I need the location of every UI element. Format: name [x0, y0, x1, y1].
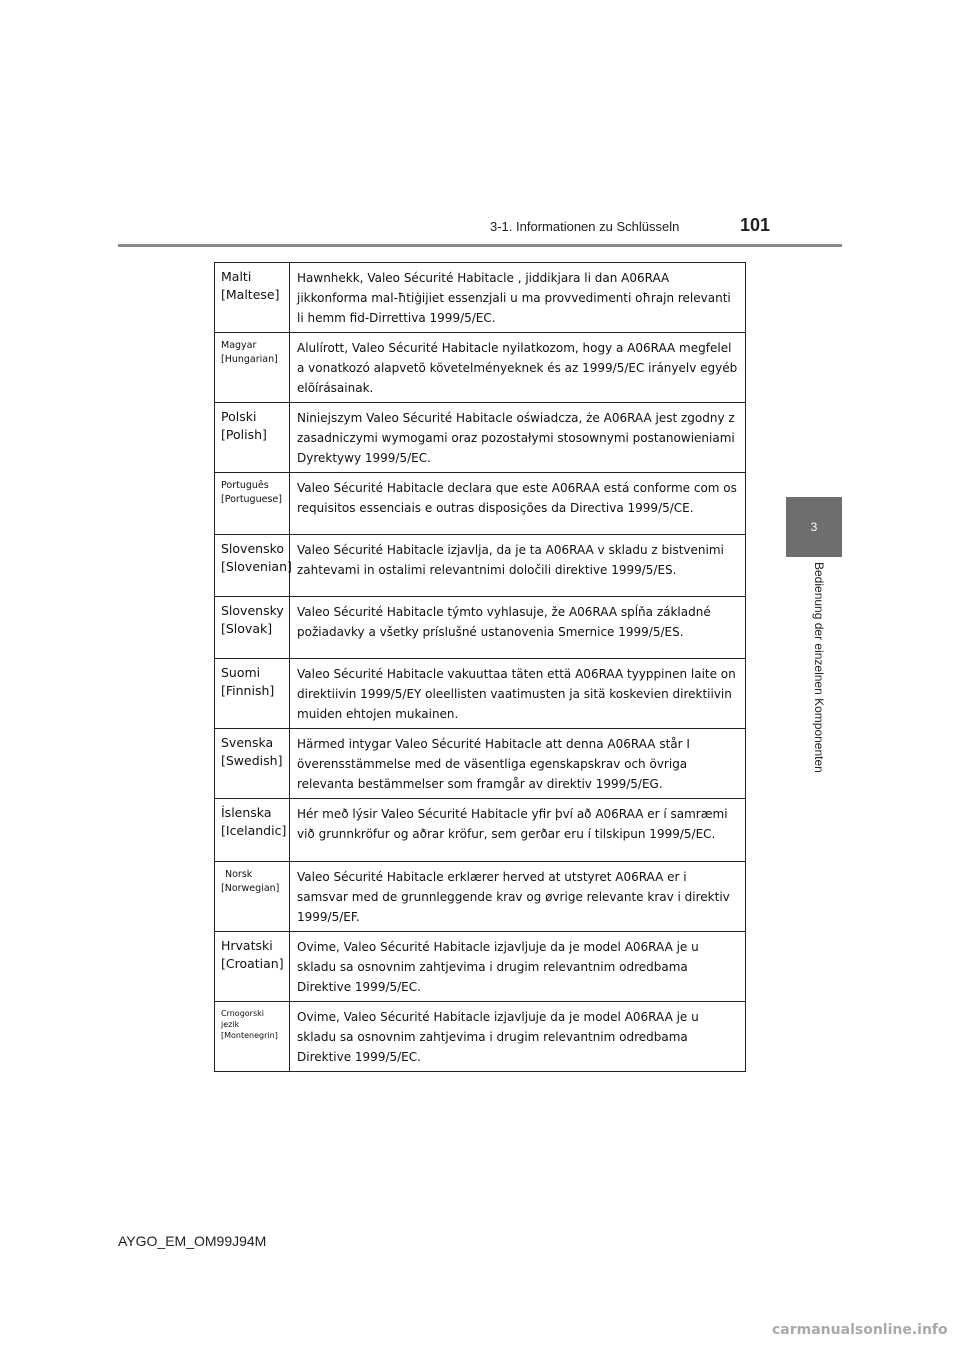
declaration-text: Ovime, Valeo Sécurité Habitacle izjavljuje da je model A06RAA je u skladu sa osnovnim zahtjevima i drugim relevantnim odredbama Direktive 1999/5/EC.	[297, 1010, 699, 1064]
language-label	[215, 729, 289, 775]
declaration-text: Valeo Sécurité Habitacle erklærer herved at utstyret A06RAA er i samsvar med de grunnleggende krav og øvrige relevante krav i direktiv 1999/5/EF.	[297, 870, 730, 924]
page-number: 101	[740, 215, 771, 235]
language-english-name: [Norwegian]	[221, 883, 280, 894]
language-label	[215, 1002, 289, 1046]
language-name: Polski	[221, 409, 257, 424]
table-row	[215, 263, 746, 333]
language-name: Íslenska	[221, 805, 272, 820]
language-label	[215, 799, 289, 845]
table-row	[215, 535, 746, 597]
declaration-text: Valeo Sécurité Habitacle izjavlja, da je ta A06RAA v skladu z bistvenimi zahtevami in ostalimi relevantnimi določili direktive 1999/5/ES.	[297, 543, 724, 577]
table-row	[215, 729, 746, 799]
table-row	[215, 659, 746, 729]
language-english-name: [Finnish]	[221, 683, 275, 698]
language-english-name: [Icelandic]	[221, 823, 287, 838]
table-row	[215, 799, 746, 862]
language-name: Malti	[221, 269, 252, 284]
declaration-text: Valeo Sécurité Habitacle vakuuttaa täten että A06RAA tyyppinen laite on direktiivin 1999/5/EY oleellisten vaatimusten ja sitä koskevien direktiivin muiden ehtojen mukainen.	[297, 667, 736, 721]
declaration-text: Niniejszym Valeo Sécurité Habitacle oświadcza, że A06RAA jest zgodny z zasadniczymi wymogami oraz pozostałymi stosownymi postanowieniami Dyrektywy 1999/5/EC.	[297, 411, 735, 465]
section-title: 3-1. Informationen zu Schlüsseln	[490, 219, 680, 234]
language-label	[215, 333, 289, 372]
language-label	[215, 535, 292, 581]
language-name: Crnogorski jezik	[221, 1009, 264, 1029]
declaration-text: Hawnhekk, Valeo Sécurité Habitacle , jiddikjara li dan A06RAA jikkonforma mal-ħtiġijiet essenzjali u ma provvedimenti oħrajn relevanti li hemm fid-Dirrettiva 1999/5/EC.	[297, 271, 731, 325]
declaration-text: Härmed intygar Valeo Sécurité Habitacle att denna A06RAA står I överensstämmelse med de väsentliga egenskapskrav och övriga relevanta bestämmelser som framgår av direktiv 1999/5/EG.	[297, 737, 690, 791]
declaration-text: Alulírott, Valeo Sécurité Habitacle nyilatkozom, hogy a A06RAA megfelel a vonatkozó alapvetõ követelményeknek és az 1999/5/EC irányelv egyéb elõírásainak.	[297, 341, 738, 395]
table-row	[215, 862, 746, 932]
language-english-name: [Maltese]	[221, 287, 280, 302]
language-english-name: [Polish]	[221, 427, 267, 442]
language-label	[215, 862, 289, 901]
language-name: Hrvatski	[221, 938, 273, 953]
language-english-name: [Slovak]	[221, 621, 273, 636]
language-english-name: [Slovenian]	[221, 559, 292, 574]
chapter-title: Bedienung der einzelnen Komponenten	[812, 562, 826, 773]
declaration-text: Ovime, Valeo Sécurité Habitacle izjavljuje da je model A06RAA je u skladu sa osnovnim zahtjevima i drugim relevantnim odredbama Direktive 1999/5/EC.	[297, 940, 699, 994]
language-english-name: [Montenegrin]	[221, 1031, 278, 1040]
table-row	[215, 333, 746, 403]
declaration-text: Hér með lýsir Valeo Sécurité Habitacle yfir því að A06RAA er í samræmi við grunnkröfur og aðrar kröfur, sem gerðar eru í tilskipun 1999/5/EC.	[297, 807, 728, 841]
document-code: AYGO_EM_OM99J94M	[118, 1233, 267, 1249]
language-english-name: [Portuguese]	[221, 494, 282, 505]
language-english-name: [Swedish]	[221, 753, 283, 768]
chapter-number: 3	[810, 520, 818, 534]
language-english-name: [Hungarian]	[221, 354, 278, 365]
declaration-text: Valeo Sécurité Habitacle declara que este A06RAA está conforme com os requisitos essenciais e outras disposições da Directiva 1999/5/CE.	[297, 481, 737, 515]
language-name: Slovensko	[221, 541, 285, 556]
language-name: Português	[221, 480, 269, 491]
header-divider	[118, 244, 842, 247]
table-row	[215, 403, 746, 473]
declaration-table	[214, 262, 746, 1072]
table-row	[215, 473, 746, 535]
language-english-name: [Croatian]	[221, 956, 284, 971]
language-label	[215, 473, 289, 512]
language-label	[215, 403, 289, 449]
language-label	[215, 263, 289, 309]
language-name: Magyar	[221, 340, 257, 351]
language-name: Norsk	[225, 869, 253, 880]
table-row	[215, 597, 746, 659]
declaration-text: Valeo Sécurité Habitacle týmto vyhlasuje, že A06RAA spĺňa základné požiadavky a všetky príslušné ustanovenia Smernice 1999/5/ES.	[297, 605, 711, 639]
watermark: carmanualsonline.info	[772, 1322, 948, 1338]
language-label	[215, 932, 289, 978]
language-name: Suomi	[221, 665, 261, 680]
table-row	[215, 1002, 746, 1072]
table-row	[215, 932, 746, 1002]
language-label	[215, 659, 289, 705]
language-label	[215, 597, 289, 643]
language-name: Slovensky	[221, 603, 284, 618]
chapter-tab	[786, 497, 842, 557]
language-name: Svenska	[221, 735, 274, 750]
